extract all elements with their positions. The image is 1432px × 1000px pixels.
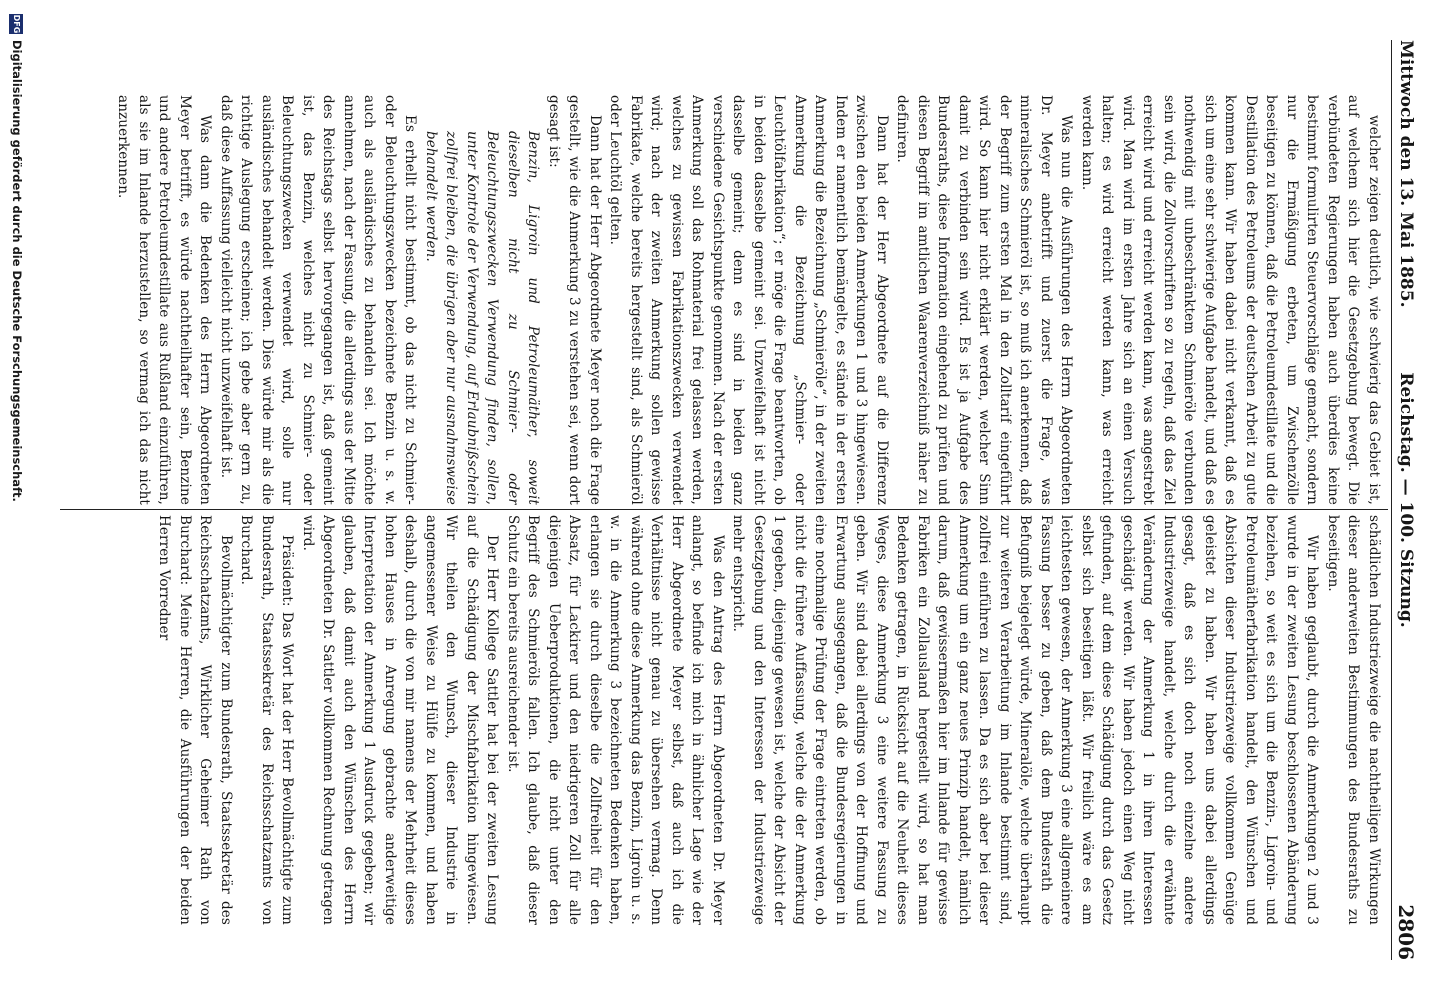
right-column (58, 515, 1384, 925)
page-header (1390, 40, 1420, 960)
footer-text: Digitalisierung gefördert durch die Deutsche Forschungsgemeinschaft. (10, 40, 24, 502)
paragraph: Der Herr Kollege Sattler hat bei der zweiten Lesung auf die Schädigung der Mischfabrikation hingewiesen. Wir theilen den Wunsch, dieser Industrie in angemessener Weise zu Hülfe zu kommen, und haben deshalb, durch die von mir namens der Mehrheit dieses hohen Hauses in Anregung gebrachte anderweitige Interpretation der Anmerkung 1 Ausdruck gegeben; wir glauben, daß damit auch den Wünschen des Herrn Abgeordneten Dr. Sattler vollkommen Rechnung getragen wird. (300, 515, 501, 925)
paragraph: Dann hat der Herr Abgeordnete Meyer noch die Frage gestellt, wie die Anmerkung 3 zu verstehen sei, wenn dort gesagt ist: (546, 95, 603, 505)
paragraph: Präsident: Das Wort hat der Herr Bevollmächtigte zum Bundesrath, Staatssekretär des Reichsschatzamts von Burchard. (238, 515, 296, 925)
quoted-text: Benzin, Ligroin und Petroleumäther, soweit dieselben nicht zu Schmier- oder Beleuchtungszwecken Verwendung finden, sollen, unter Kontrole der Verwendung, auf Erlaubnißschein zollfrei bleiben, die übrigen aber nur ausnahmsweise behandelt werden. (423, 131, 542, 505)
column-divider (60, 509, 1388, 510)
paragraph: Was dann die Bedenken des Herrn Abgeordneten Meyer betrifft, es würde nachtheilhafter sein, Benzine und andere Petroleumdestillate aus Rußland einzuführen, als sie im Inlande herzustellen, so vermag ich das nicht anzuerkennen. (115, 95, 214, 505)
paragraph: welcher zeigen deutlich, wie schwierig das Gebiet ist, auf welchem sich hier die Gesetzgebung bewegt. Die verbündeten Regierungen haben auch überdies keine bestimmt formulirten Steuervorschläge gemacht, sondern nur die Ermäßigung erbeten, um Zwischenzölle beseitigen zu können, daß die Petroleumdestillate und die Destillation des Petroleums der deutschen Arbeit zu gute kommen kann. Wir haben dabei nicht verkannt, daß es sich um eine sehr schwierige Aufgabe handelt, und daß es nothwendig mit unbeschränktem Schmieröle verbunden sein wird, die Zollvorschriften so zu regeln, daß das Ziel erreicht wird und erreicht werden kann, was angestrebt wird. Man wird im ersten Jahre sich an einen Versuch halten; es wird erreicht werden kann, was erreicht werden kann. (1079, 95, 1382, 505)
paragraph: schädlichen Industriezweige die nachtheiligen Wirkungen dieser anderweiten Bestimmungen des Bundesraths zu beseitigen. (1325, 515, 1382, 925)
left-column (58, 95, 1384, 505)
paragraph: Dann hat der Herr Abgeordnete auf die Differenz zwischen den beiden Anmerkungen 1 und 3 hingewiesen. Indem er namentlich bemängelte, es stände in der ersten Anmerkung die Bezeichnung „Schmieröle“, in der zweiten Anmerkung die Bezeichnung „Schmier- oder Leuchtölfabrikation“; er möge die Frage beantworten, ob in beiden dasselbe gemeint sei. Unzweifelhaft ist nicht dasselbe gemeint; denn es sind in beiden ganz verschiedene Gesichtspunkte genommen. Nach der ersten Anmerkung soll das Rohmaterial frei gelassen werden, welches zu gewissen Fabrikationszwecken verwendet wird; nach der zweiten Anmerkung sollen gewisse Fabrikate, welche bereits hergestellt sind, als Schmieröl oder Leuchtöl gelten. (607, 95, 890, 505)
header-rule (1391, 40, 1392, 960)
dfg-logo: DFG (9, 14, 23, 34)
paragraph: Bevollmächtigter zum Bundesrath, Staatssekretär des Reichsschatzamts, Wirklicher Geheimer Rath von Burchard: Meine Herren, die Ausführungen der beiden Herren Vorredner (156, 515, 234, 925)
paragraph: Es erhellt nicht bestimmt, ob das nicht zu Schmier- oder Beleuchtungszwecken bezeichnete Benzin u. s. w. auch als ausländisches zu behandeln sei. Ich möchte annehmen, nach der Fassung, die allerdings aus der Mitte des Reichstags selbst hervorgegangen ist, daß gemeint ist, das Benzin, welches nicht zu Schmier- oder Beleuchtungszwecken verwendet wird, solle nur ausländisches behandelt werden. Dies würde mir als die richtige Auslegung erscheinen; ich gebe aber gern zu, daß diese Auffassung vielleicht nicht unzweifelhaft ist. (218, 95, 419, 505)
paragraph: Was den Antrag des Herrn Abgeordneten Dr. Meyer anlangt, so befinde ich mich in ähnlicher Lage wie der Herr Abgeordnete Meyer selbst, daß auch ich die Verhältnisse nicht genau zu übersehen vermag. Denn während ohne diese Anmerkung das Benzin, Ligroin u. s. w. in die Anmerkung 3 bezeichneten Bedenken haben, erlangen sie durch dieselbe die Zollfreiheit für den Absatz, für Lackirer und den niedrigeren Zoll für alle diejenigen Ueberproduktionen, die nicht unter den Begriff des Schmieröls fallen. Ich glaube, daß dieser Schutz ein bereits ausreichender ist. (505, 515, 726, 925)
digitization-footer (6, 0, 24, 1000)
paragraph: Was nun die Ausführungen des Herrn Abgeordneten Dr. Meyer anbetrifft und zuerst die Frage, was mineralisches Schmieröl ist, so muß ich anerkennen, daß der Begriff zum ersten Mal in den Zolltarif eingeführt wird. So kann hier nicht erklärt werden, welcher Sinn damit zu verbinden sein wird. Es ist ja Aufgabe des Bundesraths, diese Information eingehend zu prüfen und diesen Begriff im amtlichen Waarenverzeichniß näher zu definiren. (894, 95, 1075, 505)
header-date: Mittwoch den 13. Mai 1885. (1396, 40, 1416, 308)
paragraph: Wir haben geglaubt, durch die Anmerkungen 2 und 3 wurde in der zweiten Lesung beschlossenen Abänderung beziehen, so weit es sich um die Benzin-, Ligroin- und Petroleumätherfabrikation handelt, den Wünschen und Absichten dieser Industriezweige vollkommen Genüge geleistet zu haben. Wir haben uns dabei allerdings gesagt, daß es sich doch noch einzelne andere Industriezweige handelt, welche durch die erwähnte Veränderung der Anmerkung 1 in ihren Interessen geschädigt werden. Wir haben jedoch einen Weg nicht gefunden, auf dem diese Schädigung durch das Gesetz selbst sich beseitigen läßt. Wir freilich wäre es am leichtesten gewesen, der Anmerkung 3 eine allgemeinere Fassung besser zu geben, daß dem Bundesrath die Befugniß beigelegt würde, Mineralöle, welche überhaupt zur weiteren Verarbeitung im Inlande bestimmt sind, zollfrei einführen zu lassen. Da es sich aber bei dieser Anmerkung um ein ganz neues Prinzip handelt, nämlich darum, daß gewissermaßen hier im Inlande für gewisse Fabriken ein Zollausland hergestellt wird, so hat man Bedenken getragen, in Rücksicht auf die Neuheit dieses Weges, diese Anmerkung 3 eine weitere Fassung zu geben. Wir sind dabei allerdings von der Hoffnung und Erwartung ausgegangen, daß die Bundesregierungen in eine nochmalige Prüfung der Frage eintreten werden, ob nicht die frühere Auffassung, welche die der Anmerkung 1 gegeben, diejenige gewesen ist, welche der Absicht der Gesetzgebung und den Interessen der Industriezweige mehr entspricht. (730, 515, 1321, 925)
page-number: 2806 (1394, 904, 1418, 960)
header-session: Reichstag. — 100. Sitzung. (1396, 372, 1416, 628)
